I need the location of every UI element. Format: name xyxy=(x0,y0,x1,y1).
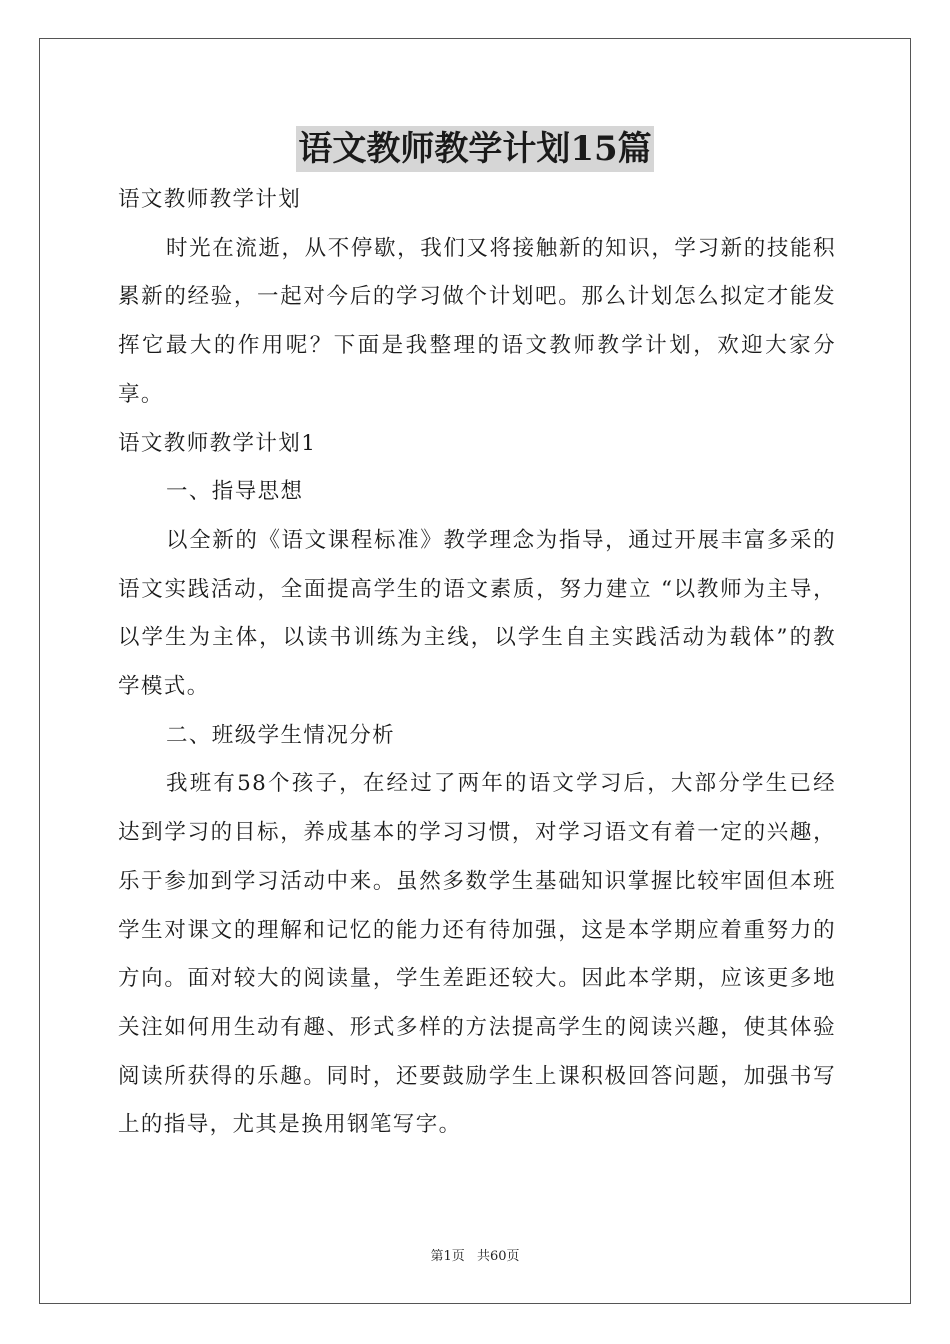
page-number: 第1页 xyxy=(430,1249,465,1264)
section-heading: 语文教师教学计划 xyxy=(118,187,302,212)
page-footer xyxy=(0,1248,950,1266)
subheading-class-analysis: 二、班级学生情况分析 xyxy=(166,722,396,748)
document-body xyxy=(118,176,836,1150)
document-title: 语文教师教学计划15篇 xyxy=(296,126,653,172)
title-container xyxy=(0,126,950,172)
class-analysis-paragraph: 我班有58个孩子，在经过了两年的语文学习后，大部分学生已经达到学习的目标，养成基本的学习习惯，对学习语文有着一定的兴趣，乐于参加到学习活动中来。虽然多数学生基础知识掌握比较牢固但本班学生对课文的理解和记忆的能力还有待加强，这是本学期应着重努力的方向。面对较大的阅读量，学生差距还较大。因此本学期，应该更多地关注如何用生动有趣、形式多样的方法提高学生的阅读兴趣，使其体验阅读所获得的乐趣。同时，还要鼓励学生上课积极回答问题，加强书写上的指导，尤其是换用钢笔写字。 xyxy=(118,771,836,1138)
plan-heading: 语文教师教学计划1 xyxy=(118,430,317,456)
subheading-guiding-ideology: 一、指导思想 xyxy=(166,479,304,505)
guiding-ideology-paragraph: 以全新的《语文课程标准》教学理念为指导，通过开展丰富多采的语文实践活动，全面提高学生的语文素质，努力建立 “以教师为主导，以学生为主体，以读书训练为主线，以学生自主实践活动为载体”的教学模式。 xyxy=(118,527,836,700)
total-pages: 共60页 xyxy=(476,1249,520,1264)
intro-paragraph: 时光在流逝，从不停歇，我们又将接触新的知识，学习新的技能积累新的经验，一起对今后的学习做个计划吧。那么计划怎么拟定才能发挥它最大的作用呢？下面是我整理的语文教师教学计划，欢迎大家分享。 xyxy=(118,235,836,407)
